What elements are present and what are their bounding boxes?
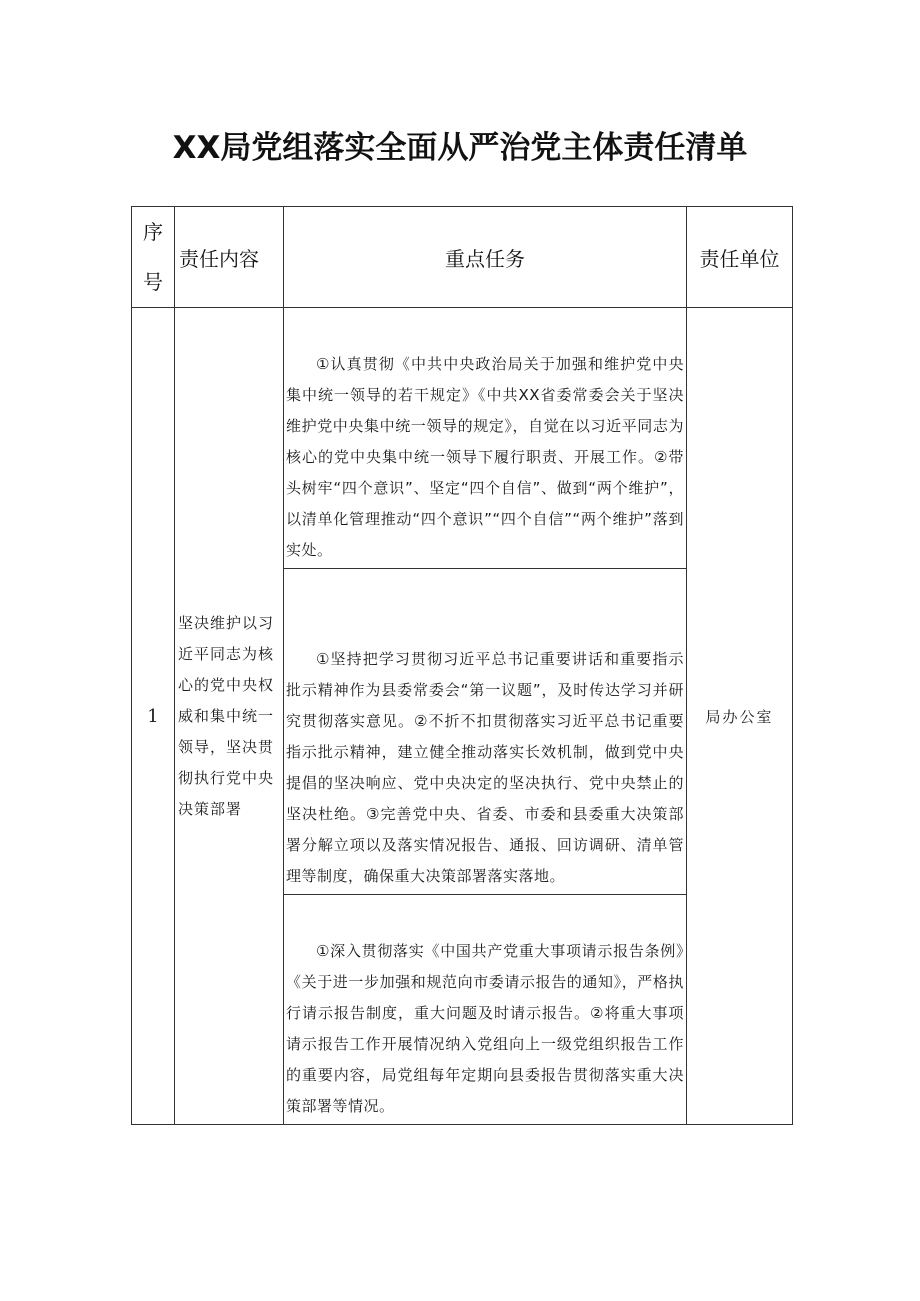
header-task: 重点任务: [284, 207, 687, 308]
header-unit: 责任单位: [687, 207, 793, 308]
row-seq: 1: [132, 308, 175, 1125]
task-text: ①认真贯彻《中共中央政治局关于加强和维护党中央集中统一领导的若干规定》《中共XX省委常委会关于坚决维护党中央集中统一领导的规定》，自觉在以习近平同志为核心的党中央集中统一领导下履行职责、开展工作。②带头树牢“四个意识”、坚定“四个自信”、做到“两个维护”，以清单化管理推动“四个意识”“四个自信”“两个维护”落到实处。: [286, 355, 684, 559]
header-seq-line2: 号: [143, 270, 163, 294]
table-row: [132, 308, 793, 569]
header-seq: [132, 207, 175, 308]
task-text: ①坚持把学习贯彻习近平总书记重要讲话和重要指示批示精神作为县委常委会“第一议题”，及时传达学习并研究贯彻落实意见。②不折不扣贯彻落实习近平总书记重要指示批示精神，建立健全推动落实长效机制，做到党中央提倡的坚决响应、党中央决定的坚决执行、党中央禁止的坚决杜绝。③完善党中央、省委、市委和县委重大决策部署分解立项以及落实情况报告、通报、回访调研、清单管理等制度，确保重大决策部署落实落地。: [286, 650, 684, 885]
row-content: 坚决维护以习近平同志为核心的党中央权威和集中统一领导，坚决贯彻执行党中央决策部署: [175, 308, 284, 1125]
task-item: [284, 895, 687, 1125]
page-title: XX局党组落实全面从严治党主体责任清单: [172, 130, 748, 166]
table-header-row: [132, 207, 793, 308]
row-unit: 局办公室: [687, 308, 793, 1125]
task-item: [284, 569, 687, 895]
header-content: 责任内容: [175, 207, 284, 308]
task-item: [284, 308, 687, 569]
task-text: ①深入贯彻落实《中国共产党重大事项请示报告条例》《关于进一步加强和规范向市委请示报告的通知》，严格执行请示报告制度，重大问题及时请示报告。②将重大事项请示报告工作开展情况纳入党组向上一级党组织报告工作的重要内容，局党组每年定期向县委报告贯彻落实重大决策部署等情况。: [286, 942, 684, 1115]
header-seq-line1: 序: [143, 220, 163, 244]
responsibility-table: [131, 206, 793, 1125]
